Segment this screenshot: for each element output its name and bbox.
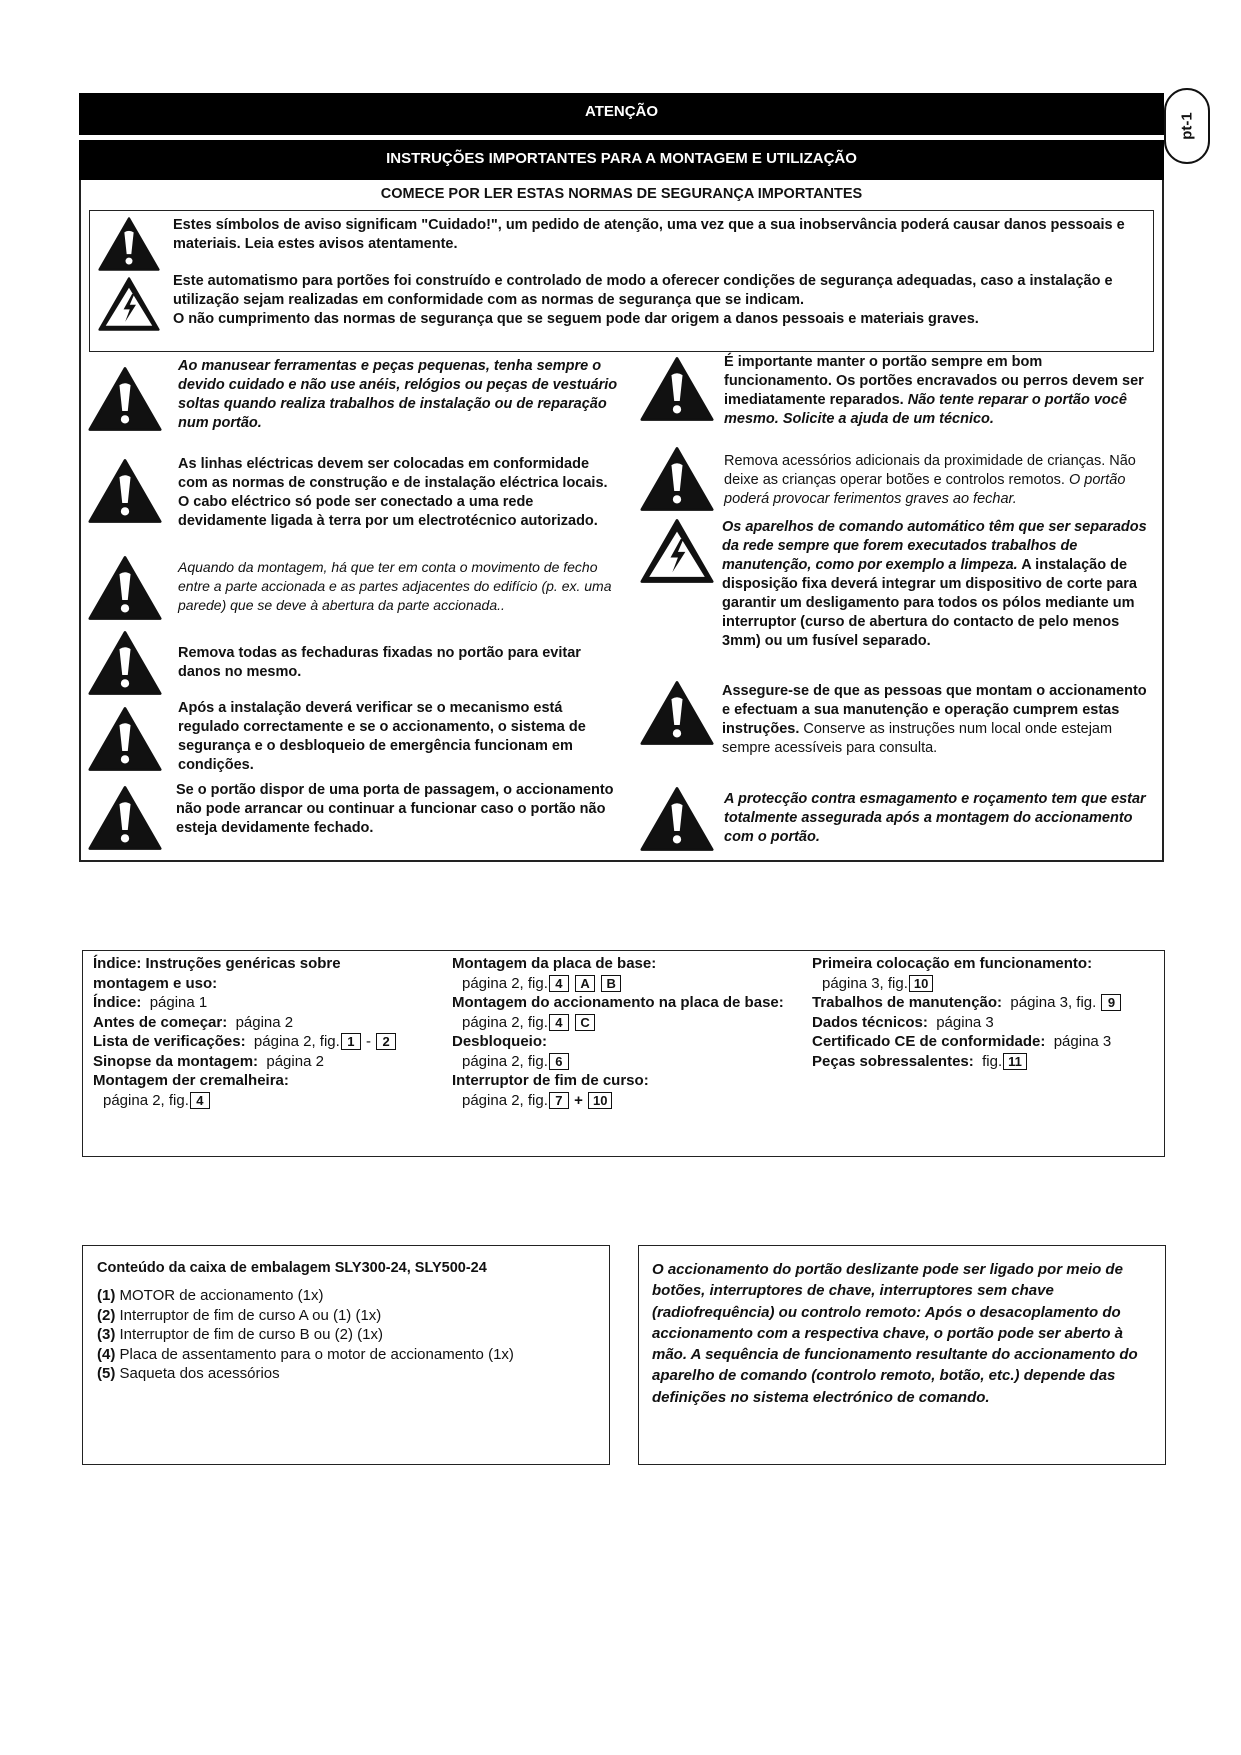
warning-crush-protection: A protecção contra esmagamento e roçamento tem que estar totalmente assegurada após a montagem do accionamento com o portão. [724,791,1146,845]
warning-children [724,452,1154,509]
warning-tools: Ao manusear ferramentas e peças pequenas, tenha sempre o devido cuidado e não use anéis, relógios ou peças de vestuário soltas quando realiza trabalhos de instalação ou de reparação num portão. [178,358,618,431]
index-entry-label: Antes de começar: [93,1013,228,1031]
index-entry-label: Montagem do accionamento na placa de base: [452,994,784,1011]
index-entry-label: Sinopse da montagem: [93,1052,259,1070]
index-entry-label: Certificado CE de conformidade: [812,1033,1046,1050]
fig-ref: 11 [1003,1053,1027,1070]
warning-closing-movement: Aquando da montagem, há que ter em conta o movimento de fecho entre a parte accionada e as partes adjacentes do edifício (p. ex. uma parede) que se deve à abertura da parte accionada.. [178,559,612,613]
warning-maintain-gate-text: É importante manter o portão sempre em bom funcionamento. Os portões encravados ou perros devem ser imediatamente reparados. [724,354,1144,408]
warning-icon [640,786,714,852]
electric-warning-icon [640,518,714,584]
index-entry-label: Trabalhos de manutenção: [812,994,1003,1011]
warning-icon [640,446,714,512]
index-entry [812,974,1122,994]
fig-ref: 6 [549,1053,569,1070]
index-heading-2: montagem e uso: [93,974,218,992]
list-item [97,1286,514,1306]
index-entry-page: página 2, fig. [462,974,548,992]
attention-title: ATENÇÃO [584,103,659,120]
index-entry-page: página 3, fig. [1010,994,1097,1011]
warning-icon [88,630,162,696]
important-title: INSTRUÇÕES IMPORTANTES PARA A MONTAGEM E UTILIZAÇÃO [386,150,857,167]
fig-ref: B [601,975,621,992]
fig-ref: 1 [341,1033,361,1050]
index-entry [812,1032,1122,1052]
index-entry-label: Desbloqueio: [452,1033,548,1050]
warning-follow-instructions-text: Conserve as instruções num local onde estejam sempre acessíveis para consulta. [722,721,1113,756]
warning-electric-lines: As linhas eléctricas devem ser colocadas em conformidade com as normas de construção e de instalação eléctrica locais. O cabo eléctrico só pode ser conectado a uma rede devidamente ligada à terra por um electrotécnico autorizado. [178,456,608,529]
index-entry [452,974,784,994]
index-entry [812,993,1122,1013]
list-item [97,1325,514,1345]
fig-ref: A [575,975,595,992]
separator: - [366,1033,371,1050]
index-entry [452,1013,784,1033]
index-entry-page: página 1 [149,994,208,1011]
index-entry [93,1032,397,1052]
index-entry [812,1013,1122,1033]
package-title: Conteúdo da caixa de embalagem SLY300-24, SLY500-24 [97,1260,487,1276]
warning-children-text: Remova acessórios adicionais da proximidade de crianças. Não deixe as crianças operar botões e controlos remotos. [724,453,1136,488]
warning-disconnect-italic: Os aparelhos de comando automático têm que ser separados da rede sempre que forem executados trabalhos de manutenção, como por exemplo a limpeza. [722,519,1147,573]
warning-check-mechanism: Após a instalação deverá verificar se o mecanismo está regulado correctamente e se o accionamento, o sistema de segurança e o desbloqueio de emergência funcionam em condições. [178,700,586,773]
index-entry-label: Dados técnicos: [812,1013,928,1031]
item-text: Saqueta dos acessórios [119,1365,280,1382]
index-entry-page: página 3, fig. [822,974,908,992]
list-item [97,1345,514,1365]
fig-ref: 10 [909,975,933,992]
item-text: Placa de assentamento para o motor de accionamento (1x) [119,1345,514,1363]
item-number: (2) [97,1306,116,1324]
item-number: (1) [97,1287,116,1304]
intro-paragraph-1: Estes símbolos de aviso significam "Cuidado!", um pedido de atenção, uma vez que a sua inobservância poderá causar danos pessoais e materiais. Leia estes avisos atentamente. [173,217,1125,252]
fig-ref: 7 [549,1092,569,1109]
electric-warning-icon [98,275,160,333]
warning-icon [88,555,162,621]
list-item [97,1364,514,1384]
index-entry-page: página 2 [266,1052,324,1070]
index-entry [93,1091,397,1111]
warning-disconnect-text: A instalação de disposição fixa deverá integrar um dispositivo de corte para garantir um desligamento para todos os pólos mediante um interruptor (curso de abertura do contacto de pelo menos 3mm) ou um fusível separado. [722,557,1137,649]
intro-paragraph-2: Este automatismo para portões foi construído e controlado de modo a oferecer condições de segurança adequadas, caso a instalação e utilização sejam realizadas em conformidade com as normas de segurança que se indicam. [173,273,1113,308]
fig-ref: 10 [588,1092,612,1109]
index-entry-page: página 2, fig. [253,1033,340,1050]
list-item [97,1306,514,1326]
warning-icon [88,785,162,851]
fig-ref: 9 [1101,994,1121,1011]
fig-ref: 4 [549,1014,569,1031]
warning-follow-instructions [722,682,1152,758]
index-entry-label: Lista de verificações: [93,1033,246,1050]
index-entry [452,1091,784,1111]
index-column-2 [452,954,784,1110]
index-heading: Índice: Instruções genéricas sobre [93,955,341,972]
index-entry-label: Primeira colocação em funcionamento: [812,955,1093,972]
index-column-3 [812,954,1122,1071]
item-text: MOTOR de accionamento (1x) [119,1287,324,1304]
item-number: (4) [97,1345,116,1363]
index-entry-label: Interruptor de fim de curso: [452,1072,649,1089]
index-entry-page: página 2 [235,1013,294,1031]
attention-bar [79,93,1164,135]
index-entry [452,1052,784,1072]
warning-remove-locks: Remova todas as fechaduras fixadas no portão para evitar danos no mesmo. [178,645,581,680]
warning-pass-door: Se o portão dispor de uma porta de passagem, o accionamento não pode arrancar ou continuar a funcionar caso o portão não esteja devidamente fechado. [176,782,614,836]
warning-follow-instructions-bold: Assegure-se de que as pessoas que montam o accionamento e efectuam a sua manutenção e operação cumprem estas instruções. [722,683,1147,737]
fig-ref: 4 [549,975,569,992]
operation-note: O accionamento do portão deslizante pode ser ligado por meio de botões, interruptores de chave, interruptores sem chave (radiofrequência) ou controlo remoto: Após o desacoplamento do accionamento com a respectiva chave, o portão pode ser aberto à mão. A sequência de funcionamento resultante do accionamento do aparelho de comando (controlo remoto, botão, etc.) depende das definições no sistema electrónico de comando. [652,1261,1138,1406]
item-text: Interruptor de fim de curso B ou (2) (1x) [119,1326,383,1343]
index-entry-label: Montagem der cremalheira: [93,1072,289,1089]
item-number: (3) [97,1326,116,1343]
intro-paragraph-3: O não cumprimento das normas de segurança que se seguem pode dar origem a danos pessoais e materiais graves. [173,311,979,327]
page-tab-label: pt-1 [1178,112,1196,140]
warning-maintain-gate-italic: Não tente reparar o portão você mesmo. Solicite a ajuda de um técnico. [724,392,1127,427]
warning-icon [640,356,714,422]
warning-icon [98,215,160,273]
fig-ref: C [575,1014,595,1031]
page-tab [1164,88,1210,164]
index-entry [93,993,397,1013]
index-entry-page: página 3 [1053,1033,1112,1050]
important-bar [79,140,1164,180]
warning-icon [640,680,714,746]
index-entry-page: fig. [982,1052,1003,1070]
warning-maintain-gate [724,353,1154,429]
index-column-1 [93,954,397,1110]
index-entry-page: página 2, fig. [462,1091,548,1109]
index-entry-label: Índice: [93,994,142,1011]
warning-icon [88,366,162,432]
fig-ref: 2 [376,1033,396,1050]
index-entry-page: página 2, fig. [462,1013,548,1031]
index-entry-page: página 3 [936,1013,994,1031]
index-entry-page: página 2, fig. [103,1091,189,1109]
start-heading: COMECE POR LER ESTAS NORMAS DE SEGURANÇA IMPORTANTES [380,186,863,202]
index-entry [93,1013,397,1033]
fig-ref: 4 [190,1092,210,1109]
index-entry [812,1052,1122,1072]
package-list [97,1286,514,1384]
warning-children-italic: O portão poderá provocar ferimentos graves ao fechar. [724,472,1126,507]
index-entry [93,1052,397,1072]
warning-icon [88,458,162,524]
item-number: (5) [97,1365,116,1382]
index-entry-page: página 2, fig. [462,1052,548,1070]
separator: + [574,1091,583,1109]
item-text: Interruptor de fim de curso A ou (1) (1x) [119,1306,382,1324]
index-entry-label: Peças sobressalentes: [812,1052,974,1070]
warning-icon [88,706,162,772]
warning-disconnect-mains [722,518,1152,651]
index-entry-label: Montagem da placa de base: [452,955,657,972]
